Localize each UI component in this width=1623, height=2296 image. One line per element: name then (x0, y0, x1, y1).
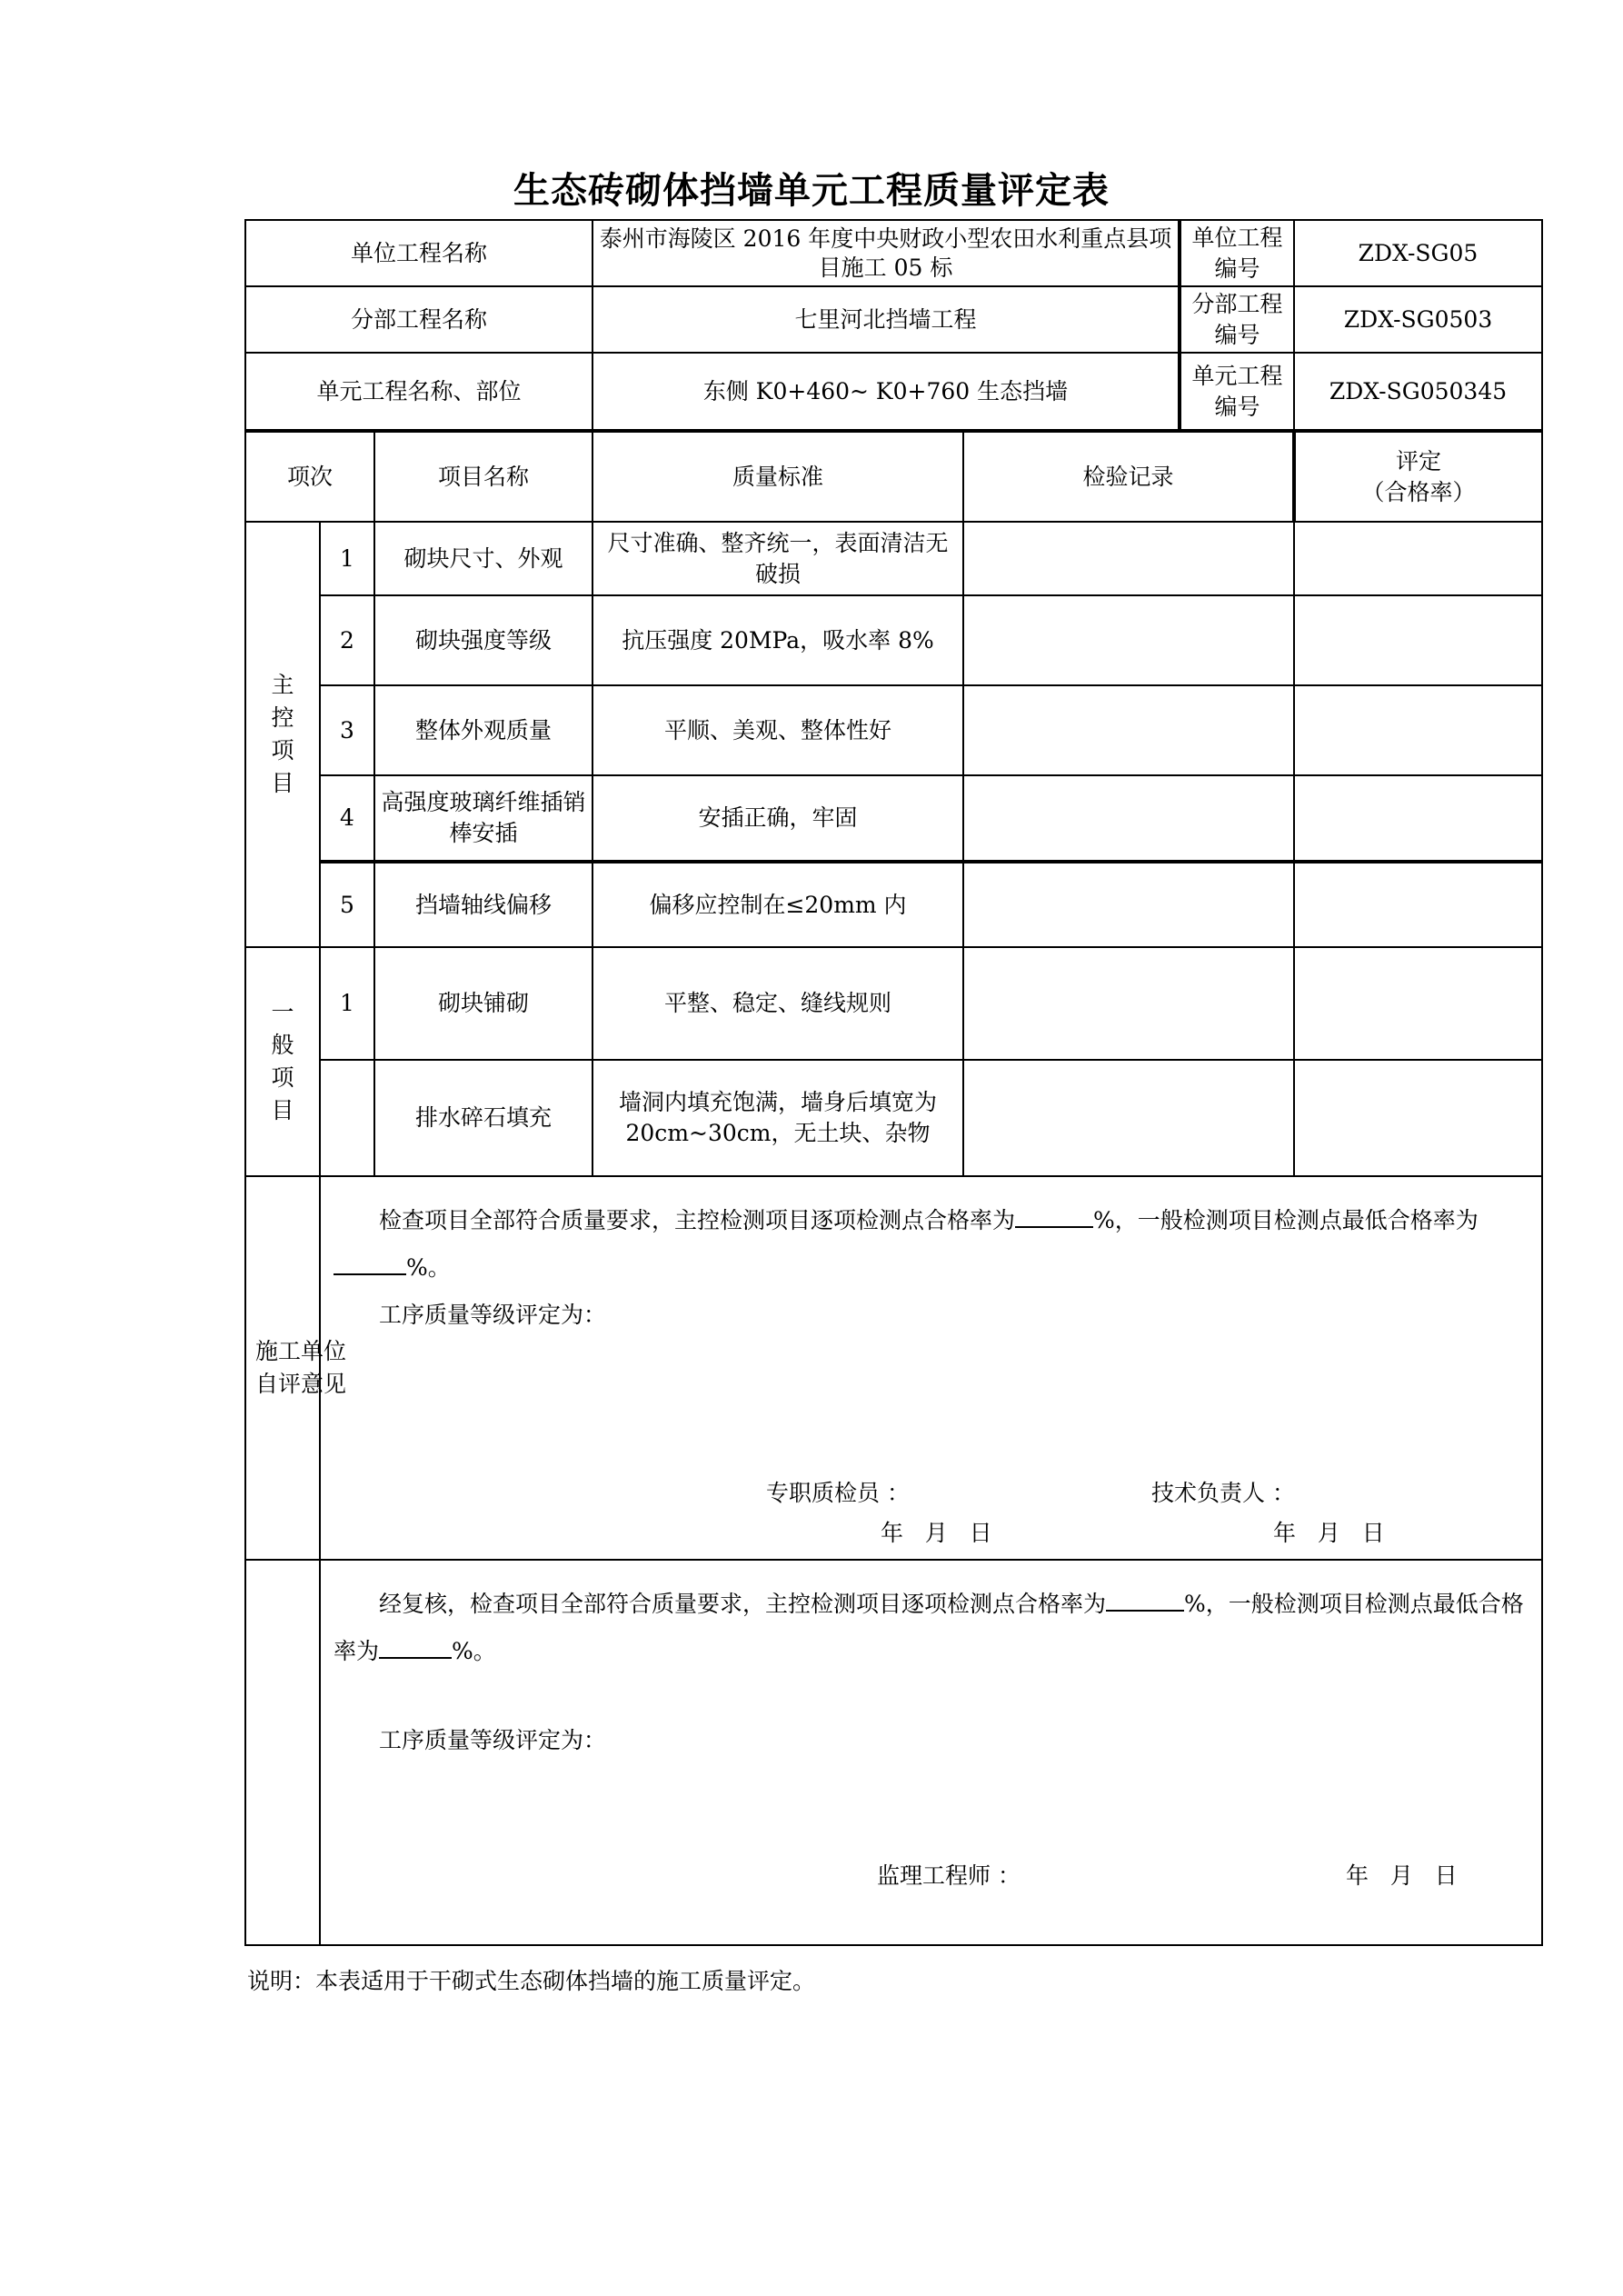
item-rating (1294, 775, 1542, 862)
item-rating (1294, 522, 1542, 595)
tech-lead-label: 技术负责人 ： (1151, 1480, 1295, 1506)
supervisor-text-a: 经复核，检查项目全部符合质量要求，主控检测项目逐项检测点合格率为 (379, 1591, 1107, 1617)
item-record (963, 862, 1294, 947)
unit-project-no-label: 单位工程编号 (1180, 220, 1294, 286)
item-record (963, 595, 1294, 685)
supervisor-text-c: %。 (452, 1638, 496, 1664)
contractor-opinion (320, 1176, 1542, 1560)
general-pass-rate-blank[interactable] (334, 1250, 406, 1275)
item-standard: 平整、稳定、缝线规则 (592, 947, 963, 1060)
unit-project-name-label: 单位工程名称 (245, 220, 592, 286)
item-record (963, 522, 1294, 595)
review-main-pass-rate-blank[interactable] (1106, 1586, 1184, 1612)
item-no: 1 (320, 522, 374, 595)
item-standard: 平顺、美观、整体性好 (592, 685, 963, 775)
item-name: 整体外观质量 (374, 685, 592, 775)
col-seq-header: 项次 (245, 431, 374, 522)
col-rating-header: 评定 （合格率） (1294, 431, 1542, 522)
item-standard: 安插正确，牢固 (592, 775, 963, 862)
item-name: 排水碎石填充 (374, 1060, 592, 1176)
division-no-label: 分部工程编号 (1180, 286, 1294, 353)
element-no-value: ZDX-SG050345 (1294, 353, 1542, 431)
contractor-opinion-label: 施工单位自评意见 (245, 1176, 320, 1560)
division-no-value: ZDX-SG0503 (1294, 286, 1542, 353)
element-name-label: 单元工程名称、部位 (245, 353, 592, 431)
supervisor-grade-text: 工序质量等级评定为： (379, 1727, 607, 1753)
item-rating (1294, 862, 1542, 947)
item-record (963, 1060, 1294, 1176)
supervisor-text-b: %，一般检测项目检测点最低合格率为 (334, 1591, 1524, 1664)
supervisor-opinion (320, 1560, 1542, 1945)
supervisor-opinion-label (245, 1560, 320, 1945)
item-record (963, 685, 1294, 775)
evaluation-table (244, 219, 1543, 1946)
item-no: 5 (320, 862, 374, 947)
item-standard: 抗压强度 20MPa，吸水率 8% (592, 595, 963, 685)
item-name: 砌块强度等级 (374, 595, 592, 685)
unit-project-name-value: 泰州市海陵区 2016 年度中央财政小型农田水利重点县项目施工 05 标 (592, 220, 1180, 286)
item-record (963, 775, 1294, 862)
item-name: 砌块铺砌 (374, 947, 592, 1060)
item-name: 高强度玻璃纤维插销棒安插 (374, 775, 592, 862)
item-no (320, 1060, 374, 1176)
main-pass-rate-blank[interactable] (1015, 1203, 1093, 1228)
supervising-engineer-label: 监理工程师 ： (877, 1862, 1021, 1889)
item-rating (1294, 947, 1542, 1060)
item-name: 砌块尺寸、外观 (374, 522, 592, 595)
element-name-value: 东侧 K0+460~ K0+760 生态挡墙 (592, 353, 1180, 431)
main-group-label: 主控项目 (245, 522, 320, 947)
item-standard: 尺寸准确、整齐统一，表面清洁无破损 (592, 522, 963, 595)
review-general-pass-rate-blank[interactable] (379, 1633, 452, 1659)
item-name: 挡墙轴线偏移 (374, 862, 592, 947)
contractor-text-a: 检查项目全部符合质量要求，主控检测项目逐项检测点合格率为 (379, 1207, 1016, 1233)
item-no: 4 (320, 775, 374, 862)
item-record (963, 947, 1294, 1060)
contractor-text-c: %。 (406, 1254, 451, 1281)
footnote: 说明：本表适用于干砌式生态砌体挡墙的施工质量评定。 (247, 1968, 816, 1994)
item-no: 3 (320, 685, 374, 775)
contractor-grade-text: 工序质量等级评定为： (379, 1302, 607, 1328)
item-rating (1294, 595, 1542, 685)
item-no: 1 (320, 947, 374, 1060)
division-name-label: 分部工程名称 (245, 286, 592, 353)
inspector-date: 年 月 日 (881, 1520, 992, 1546)
unit-project-no-value: ZDX-SG05 (1294, 220, 1542, 286)
col-record-header: 检验记录 (963, 431, 1294, 522)
col-item-header: 项目名称 (374, 431, 592, 522)
general-group-label: 一般项目 (245, 947, 320, 1176)
tech-lead-date: 年 月 日 (1273, 1520, 1385, 1546)
inspector-label: 专职质检员 ： (766, 1480, 910, 1506)
supervisor-date: 年 月 日 (1346, 1862, 1458, 1889)
item-no: 2 (320, 595, 374, 685)
element-no-label: 单元工程编号 (1180, 353, 1294, 431)
form-title: 生态砖砌体挡墙单元工程质量评定表 (513, 170, 1110, 212)
contractor-text-b: %，一般检测项目检测点最低合格率为 (1093, 1207, 1479, 1233)
item-rating (1294, 685, 1542, 775)
item-standard: 墙洞内填充饱满，墙身后填宽为 20cm~30cm，无土块、杂物 (592, 1060, 963, 1176)
division-name-value: 七里河北挡墙工程 (592, 286, 1180, 353)
item-standard: 偏移应控制在≤20mm 内 (592, 862, 963, 947)
item-rating (1294, 1060, 1542, 1176)
col-standard-header: 质量标准 (592, 431, 963, 522)
